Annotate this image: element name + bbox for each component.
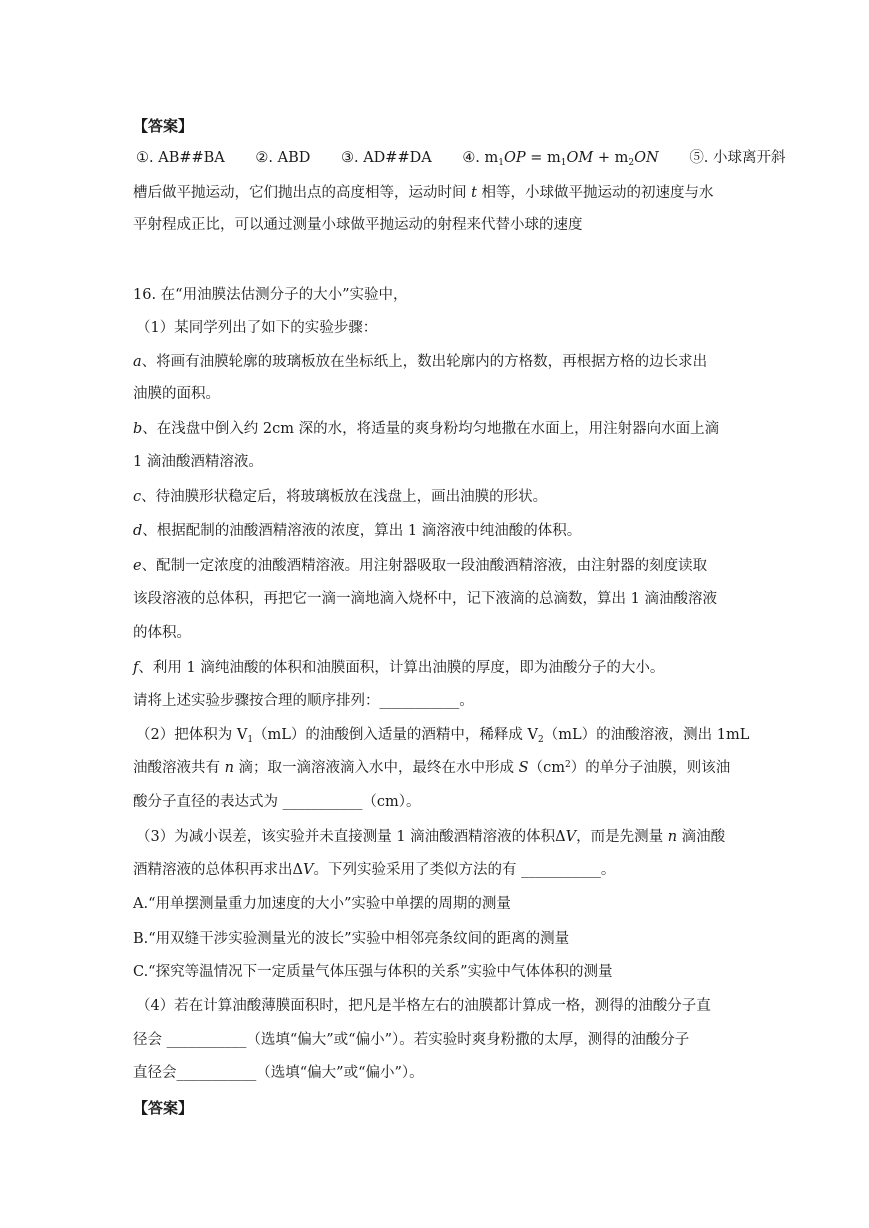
question-16-title: 16. 在“用油膜法估测分子的大小”实验中， [133,287,408,303]
step-d: d、根据配制的油酸酒精溶液的浓度，算出 1 滴溶液中纯油酸的体积。 [133,523,582,539]
part-2-line-2: 油酸溶液共有 n 滴；取一滴溶液滴入水中，最终在水中形成 $S(cm^2)$的单分子油膜，则该油 [133,760,731,776]
step-a-line-2: 油膜的面积。 [133,386,220,402]
step-b-line-1: b、在浅盘中倒入约 2cm 深的水，将适量的爽身粉均匀地撒在水面上，用注射器向水面上滴 [133,421,720,437]
step-e-line-3: 的体积。 [133,625,191,641]
step-f: f、利用 1 滴纯油酸的体积和油膜面积，计算出油膜的厚度，即为油酸分子的大小。 [133,660,665,676]
option-b: B.“用双缝干涉实验测量光的波长”实验中相邻亮条纹间的距离的测量 [133,931,570,947]
order-prompt: 请将上述实验步骤按合理的顺序排列：___________。 [133,693,474,709]
step-c: c、待油膜形状稳定后，将玻璃板放在浅盘上，画出油膜的形状。 [133,489,548,505]
question-16-part-1: （1）某同学列出了如下的实验步骤： [136,320,378,336]
part-3-line-2: 酒精溶液的总体积再求出ΔV。下列实验采用了类似方法的有 ___________。 [133,862,616,878]
answer-item-4: ④. $m_1OP = m_1OM + m_2ON$ [462,150,659,168]
answer-item-1: ①. AB##BA [136,150,225,166]
answer-15-line-3: 平射程成正比，可以通过测量小球做平抛运动的射程来代替小球的速度 [133,217,583,233]
answer-heading: 【答案】 [133,117,194,135]
answer-item-5: ⑤. 小球离开斜 [689,150,786,166]
option-c: C.“探究等温情况下一定质量气体压强与体积的关系”实验中气体体积的测量 [133,964,613,980]
part-4-line-3: 直径会___________（选填“偏大”或“偏小”）。 [133,1065,424,1081]
part-4-line-1: （4）若在计算油酸薄膜面积时，把凡是半格左右的油膜都计算成一格，测得的油酸分子直 [136,998,711,1014]
step-a-line-1: a、将画有油膜轮廓的玻璃板放在坐标纸上，数出轮廓内的方格数，再根据方格的边长求出 [133,354,708,370]
answer-heading-2: 【答案】 [133,1099,194,1117]
answer-item-2: ②. ABD [255,150,311,166]
answer-15-line-1 [136,148,786,168]
part-2-line-3: 酸分子直径的表达式为 ___________（cm）。 [133,794,421,810]
answer-15-line-2: 槽后做平抛运动，它们抛出点的高度相等，运动时间 t 相等，小球做平抛运动的初速度与水 [133,185,714,201]
part-4-line-2: 径会 ___________（选填“偏大”或“偏小”）。若实验时爽身粉撒的太厚，测得的油酸分子 [133,1032,690,1048]
step-e-line-2: 该段溶液的总体积，再把它一滴一滴地滴入烧杯中，记下液滴的总滴数，算出 1 滴油酸溶液 [133,591,717,607]
answer-item-3: ③. AD##DA [340,150,432,166]
step-b-line-2: 1 滴油酸酒精溶液。 [133,454,263,470]
option-a: A.“用单摆测量重力加速度的大小”实验中单摆的周期的测量 [133,896,511,912]
part-3-line-1: （3）为减小误差，该实验并未直接测量 1 滴油酸酒精溶液的体积ΔV，而是先测量 n 滴油酸 [136,829,726,845]
part-2-line-1: （2）把体积为 $V_1(mL)$的油酸倒入适量的酒精中，稀释成 $V_2(mL)$的油酸溶液，测出 1mL [136,727,750,745]
step-e-line-1: e、配制一定浓度的油酸酒精溶液。用注射器吸取一段油酸酒精溶液，由注射器的刻度读取 [133,558,708,574]
